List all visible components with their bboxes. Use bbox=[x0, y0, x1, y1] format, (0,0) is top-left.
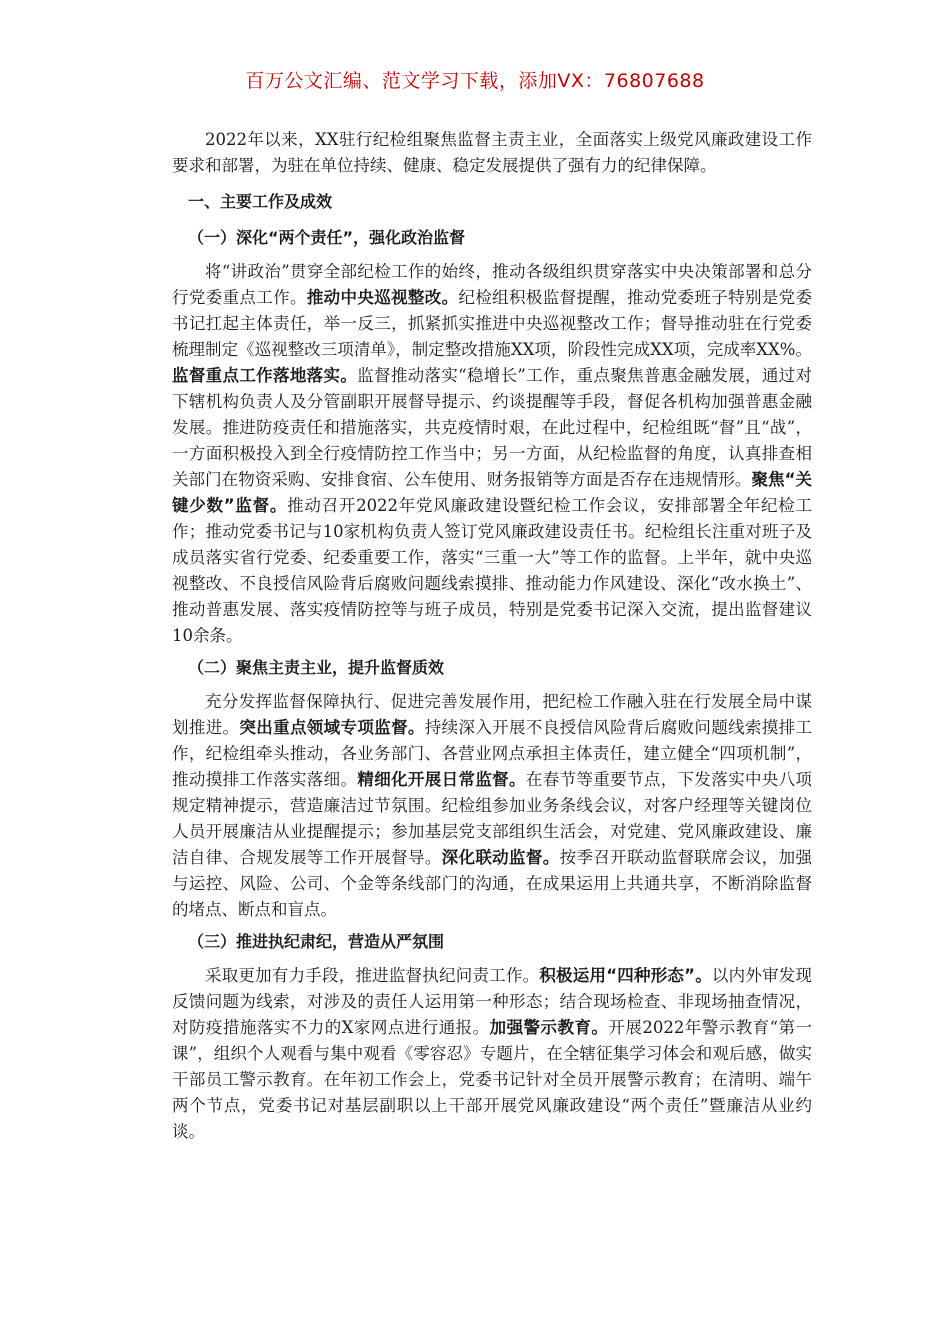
text-run: 持续深入开展不良授信风险背后腐败问题线索摸排工作，纪检组牵头推动，各业务部门、各营业网点承担主体责任，建立健全“四项机制”，推动摸排工作落实落细。 bbox=[172, 718, 813, 789]
text-run: 采取更加有力手段，推进监督执纪问责工作。 bbox=[205, 966, 540, 985]
subsection-heading-1: （一）深化“两个责任”，强化政治监督 bbox=[188, 228, 466, 247]
keyword-run: 聚焦“关键少数”监督。 bbox=[172, 470, 812, 515]
header-banner: 百万公文汇编、范文学习下载，添加VX：76807688 bbox=[245, 70, 705, 92]
intro-paragraph: 2022年以来，XX驻行纪检组聚焦监督主责主业，全面落实上级党风廉政建设工作要求和部署，为驻在单位持续、健康、稳定发展提供了强有力的纪律保障。 bbox=[172, 130, 812, 175]
keyword-run: 监督重点工作落地落实。 bbox=[172, 366, 358, 385]
text-run: 纪检组积极监督提醒，推动党委班子特别是党委书记扛起主体责任，举一反三，抓紧抓实推进中央巡视整改工作；督导推动驻在行党委梳理制定《巡视整改三项清单》，制定整改措施XX项，阶段性完成XX项，完成率XX%。 bbox=[172, 288, 813, 359]
text-run: 推动召开2022年党风廉政建设暨纪检工作会议，安排部署全年纪检工作；推动党委书记与10家机构负责人签订党风廉政建设责任书。纪检组长注重对班子及成员落实省行党委、纪委重要工作，落实“三重一大”等工作的监督。上半年，就中央巡视整改、不良授信风险背后腐败问题线索摸排、推动能力作风建设、深化“改水换土”、推动普惠发展、落实疫情防控等与班子成员，特别是党委书记深入交流，提出监督建议10余条。 bbox=[172, 496, 812, 645]
document-body bbox=[172, 127, 812, 1145]
keyword-run: 积极运用“四种形态”。 bbox=[539, 966, 712, 985]
subsection-2-paragraph bbox=[172, 689, 812, 923]
keyword-run: 突出重点领域专项监督。 bbox=[239, 718, 425, 737]
keyword-run: 深化联动监督。 bbox=[441, 848, 560, 867]
section-heading-1: 一、主要工作及成效 bbox=[188, 192, 333, 211]
subsection-1-paragraph bbox=[172, 259, 812, 649]
subsection-heading-2: （二）聚焦主责主业，提升监督质效 bbox=[188, 658, 445, 677]
text-run: 以内外审发现反馈问题为线索，对涉及的责任人运用第一种形态；结合现场检查、非现场抽查情况，对防疫措施落实不力的X家网点进行通报。 bbox=[172, 966, 813, 1037]
text-run: 开展2022年警示教育“第一课”，组织个人观看与集中观看《零容忍》专题片，在全辖征集学习体会和观后感，做实干部员工警示教育。在年初工作会上，党委书记针对全员开展警示教育；在清明、端午两个节点，党委书记对基层副职以上干部开展党风廉政建设“两个责任”暨廉洁从业约谈。 bbox=[172, 1018, 813, 1141]
keyword-run: 推动中央巡视整改。 bbox=[306, 288, 459, 307]
keyword-run: 精细化开展日常监督。 bbox=[357, 770, 526, 789]
subsection-3-paragraph bbox=[172, 963, 812, 1145]
keyword-run: 加强警示教育。 bbox=[489, 1018, 609, 1037]
text-run: 监督推动落实“稳增长”工作，重点聚焦普惠金融发展，通过对下辖机构负责人及分管副职开展督导提示、约谈提醒等手段，督促各机构加强普惠金融发展。推进防疫责任和措施落实，共克疫情时艰，在此过程中，纪检组既“督”且“战”，一方面积极投入到全行疫情防控工作当中；另一方面，从纪检监督的角度，认真排查相关部门在物资采购、安排食宿、公车使用、财务报销等方面是否存在违规情形。 bbox=[172, 366, 812, 489]
subsection-heading-3: （三）推进执纪肃纪，营造从严氛围 bbox=[188, 932, 445, 951]
text-run: 将“讲政治”贯穿全部纪检工作的始终，推动各级组织贯穿落实中央决策部署和总分行党委重点工作。 bbox=[172, 262, 812, 307]
text-run: 充分发挥监督保障执行、促进完善发展作用，把纪检工作融入驻在行发展全局中谋划推进。 bbox=[172, 692, 812, 737]
text-run: 按季召开联动监督联席会议，加强与运控、风险、公司、个金等条线部门的沟通，在成果运用上共通共享，不断消除监督的堵点、断点和盲点。 bbox=[172, 848, 813, 919]
text-run: 在春节等重要节点，下发落实中央八项规定精神提示，营造廉洁过节氛围。纪检组参加业务条线会议，对客户经理等关键岗位人员开展廉洁从业提醒提示；参加基层党支部组织生活会，对党建、党风廉政建设、廉洁自律、合规发展等工作开展督导。 bbox=[172, 770, 813, 867]
